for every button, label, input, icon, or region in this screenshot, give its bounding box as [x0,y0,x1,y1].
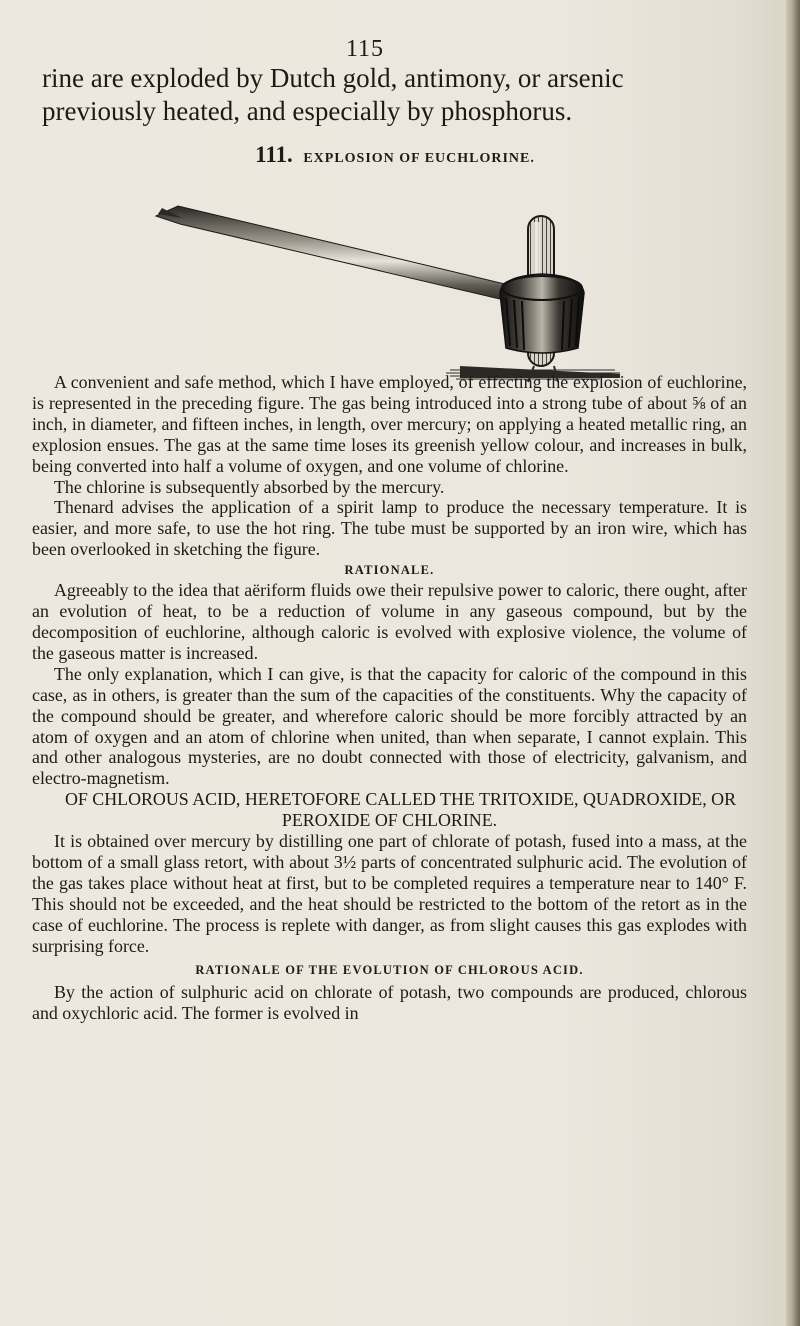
paragraph: The chlorine is subsequently absorbed by the mercury. [54,476,445,497]
paragraph: It is obtained over mercury by distilling one part of chlorate of potash, fused into a mass, at the bottom of a small glass retort, with about 3½ parts of concentrated sulphuric acid. The evolution of the gas takes place without heat at first, but to be completed requires a temperature near to 140° F. This should not be exceeded, and the heat should be restricted to the bottom of the retort as in the case of euchlorine. The process is replete with danger, as from slight causes this gas explodes with surprising force. [32,831,747,956]
paragraph: Agreeably to the idea that aëriform fluids owe their repulsive power to caloric, there ought, after an evolution of heat, to be a reduction of volume in any gaseous compound, but by the decomposition of euchlorine, although caloric is evolved with explosive violence, the volume of the gaseous matter is increased. [32,580,747,663]
figure-number: 111. [255,142,293,167]
intro-text: rine are exploded by Dutch gold, antimony, or arsenic previously heated, and especially by phosphorus. [42,63,624,126]
paragraph: The only explanation, which I can give, is that the capacity for caloric of the compound in this case, as in others, is greater than the sum of the capacities of the constituents. Why the capacity of the compound should be greater, and wherefore caloric should be more forcibly attracted by an atom of oxygen and an atom of chlorine when united, than when separate, I cannot explain. This and other analogous mysteries, are no doubt connected with those of electricity, galvanism, and electro-magnetism. [32,663,747,789]
page-edge [786,0,800,1326]
euchlorine-apparatus-illustration [150,198,620,386]
paragraph: A convenient and safe method, which I have employed, of effecting the explosion of euchlorine, is represented in the preceding figure. The gas being introduced into a strong tube of about ⅝ of an inch, in diameter, and fifteen inches, in length, over mercury; on applying a heated metallic ring, an explosion ensues. The gas at the same time loses its greenish yellow colour, and increases in bulk, being converted into half a volume of oxygen, and one volume of chlorine. [32,372,747,476]
apparatus-drawing [150,198,620,386]
main-text [32,372,747,1023]
rationale-heading: RATIONALE. [344,563,435,578]
page-number: 115 [345,36,385,62]
figure-caption [0,142,790,168]
paragraph: By the action of sulphuric acid on chlorate of potash, two compounds are produced, chlorous and oxychloric acid. The former is evolved in [32,981,747,1023]
paragraph: Thenard advises the application of a spirit lamp to produce the necessary temperature. It is easier, and more safe, to use the hot ring. The tube must be supported by an iron wire, which has been overlooked in sketching the figure. [32,497,747,560]
figure-title: EXPLOSION OF EUCHLORINE. [303,151,535,166]
section-title: OF CHLOROUS ACID, HERETOFORE CALLED THE TRITOXIDE, QUADROXIDE, OR PEROXIDE OF CHLORINE. [64,789,737,831]
rationale-heading-chlorous: RATIONALE OF THE EVOLUTION OF CHLOROUS ACID. [195,962,584,977]
rod-shape [156,206,530,306]
